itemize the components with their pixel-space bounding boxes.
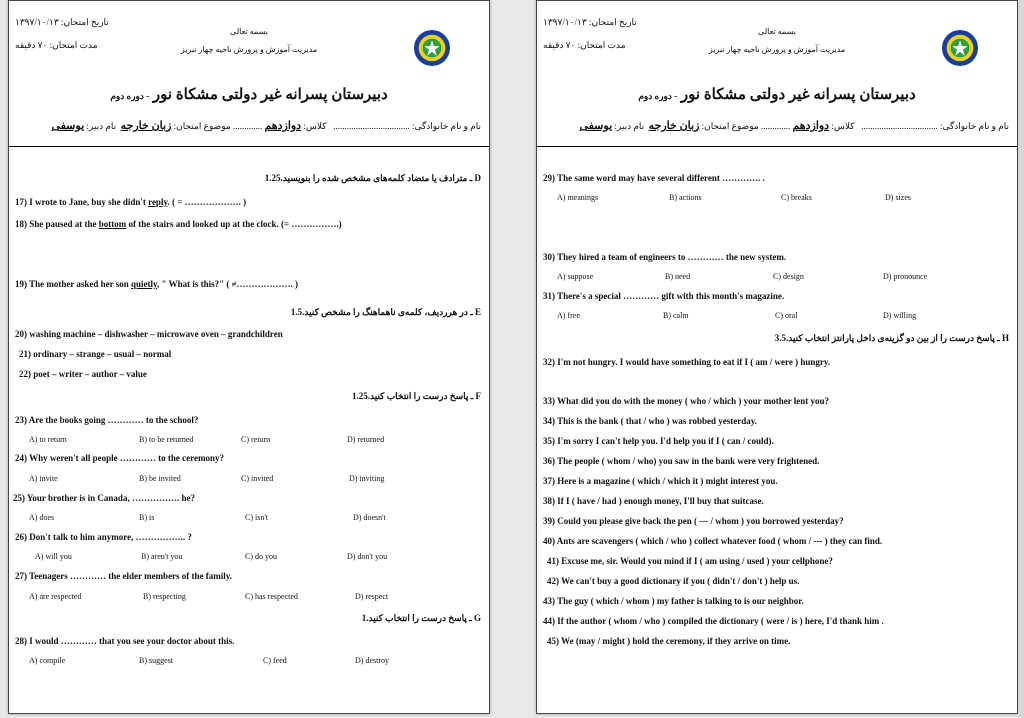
school-suffix: - دوره دوم xyxy=(110,91,150,101)
question-42: 42) We can't buy a good dictionary if you ( didn't / don't ) help us. xyxy=(547,576,800,586)
question-19: 19) The mother asked her son quietly, " What is this?" ( ≠………………. ) xyxy=(15,279,299,289)
exam-duration: مدت امتحان: ۷۰ دقیقه xyxy=(15,40,98,50)
school-logo-icon xyxy=(941,29,979,67)
question-35: 35) I'm sorry I can't help you. I'd help you if I ( can / could). xyxy=(543,436,774,446)
question-26: 26) Don't talk to him anymore, …………….. ? xyxy=(15,532,192,542)
option-d: D) respect xyxy=(355,592,389,601)
school-name xyxy=(537,85,1017,104)
section-d-heading: D ـ مترادف یا متضاد کلمه‌های مشخص شده را بنویسید.1.25 xyxy=(264,173,481,183)
option-d: D) destroy xyxy=(355,656,389,665)
class-value: دوازدهم xyxy=(264,120,302,132)
question-24-options xyxy=(29,474,481,486)
student-name-label: نام و نام خانوادگی: .................................. xyxy=(333,121,481,131)
question-21: 21) ordinary – strange – usual – normal xyxy=(19,349,172,359)
option-d: D) don't you xyxy=(347,552,388,561)
student-name-label: نام و نام خانوادگی: .................................. xyxy=(861,121,1009,131)
exam-duration: مدت امتحان: ۷۰ دقیقه xyxy=(543,40,626,50)
exam-header xyxy=(537,1,1017,147)
question-17: 17) I wrote to Jane, buy she didn't reply. ( = ………………. ) xyxy=(15,197,247,207)
question-39: 39) Could you please give back the pen ( --- / whom ) you borrowed yesterday? xyxy=(543,516,844,526)
question-25-options xyxy=(29,513,481,525)
option-b: B) need xyxy=(665,272,691,281)
question-34: 34) This is the bank ( that / who ) was robbed yesterday. xyxy=(543,416,757,426)
question-32: 32) I'm not hungry. I would have something to eat if I ( am / were ) hungry. xyxy=(543,357,831,367)
exam-date: تاریخ امتحان: ۱۳۹۷/۱۰/۱۳ xyxy=(15,17,109,27)
section-h-heading: H ـ پاسخ درست را از بین دو گزینه‌ی داخل پارانتز انتخاب کنید.3.5 xyxy=(774,333,1009,343)
question-18: 18) She paused at the bottom of the stairs and looked up at the clock. (= …………….) xyxy=(15,219,342,229)
option-a: A) will you xyxy=(35,552,72,561)
teacher-value: یوسفی xyxy=(579,120,613,132)
subject-label: ............. موضوع امتحان: xyxy=(701,121,791,131)
option-c: C) do you xyxy=(245,552,277,561)
option-a: A) free xyxy=(557,311,580,320)
question-33: 33) What did you do with the money ( who / which ) your mother lent you? xyxy=(543,396,830,406)
option-d: D) returned xyxy=(347,435,385,444)
question-27: 27) Teenagers ………… the elder members of the family. xyxy=(15,571,233,581)
option-d: D) doesn't xyxy=(353,513,386,522)
option-b: B) suggest xyxy=(139,656,173,665)
question-43: 43) The guy ( which / whom ) my father is talking to is our neighbor. xyxy=(543,596,804,606)
question-41: 41) Excuse me, sir. Would you mind if I ( am using / used ) your cellphone? xyxy=(547,556,833,566)
class-label: کلاس: xyxy=(831,121,855,131)
option-a: A) invite xyxy=(29,474,58,483)
vertical-scrollbar[interactable] xyxy=(1018,0,1024,718)
section-g-heading: G ـ پاسخ درست را انتخاب کنید.1 xyxy=(361,613,481,623)
section-e-heading: E ـ در هرردیف، کلمه‌ی ناهماهنگ را مشخص کنید.1.5 xyxy=(290,307,481,317)
school-suffix: - دوره دوم xyxy=(638,91,678,101)
question-26-options xyxy=(35,552,481,564)
option-d: D) willing xyxy=(883,311,917,320)
question-22: 22) poet – writer – author – value xyxy=(19,369,147,379)
subject-label: ............. موضوع امتحان: xyxy=(173,121,263,131)
question-29-options xyxy=(557,193,1009,205)
option-b: B) calm xyxy=(663,311,689,320)
question-30: 30) They hired a team of engineers to ………… the new system. xyxy=(543,252,787,262)
exam-date: تاریخ امتحان: ۱۳۹۷/۱۰/۱۳ xyxy=(543,17,637,27)
school-logo-icon xyxy=(413,29,451,67)
teacher-label: نام دبیر: xyxy=(614,121,645,131)
option-d: D) sizes xyxy=(885,193,911,202)
option-c: C) oral xyxy=(775,311,798,320)
bismillah: بسمه تعالی xyxy=(758,27,796,36)
question-28-options xyxy=(29,656,481,668)
question-23: 23) Are the books going ………… to the school? xyxy=(15,415,199,425)
option-a: A) meanings xyxy=(557,193,599,202)
option-b: B) is xyxy=(139,513,155,522)
option-c: C) invited xyxy=(241,474,274,483)
option-c: C) feed xyxy=(263,656,287,665)
class-label: کلاس: xyxy=(303,121,327,131)
question-45: 45) We (may / might ) hold the ceremony, if they arrive on time. xyxy=(547,636,791,646)
school-title: دبیرستان پسرانه غیر دولتی مشکاة نور xyxy=(152,87,388,103)
question-44: 44) If the author ( whom / who ) compiled the dictionary ( were / is ) here, I'd thank him . xyxy=(543,616,884,626)
school-name xyxy=(9,85,489,104)
question-38: 38) If I ( have / had ) enough money, I'll buy that suitcase. xyxy=(543,496,764,506)
option-a: A) does xyxy=(29,513,55,522)
exam-page-2 xyxy=(536,0,1018,714)
option-a: A) compile xyxy=(29,656,66,665)
question-27-options xyxy=(29,592,481,604)
subject-value: زبان خارجه xyxy=(120,120,172,132)
question-28: 28) I would ………… that you see your doctor about this. xyxy=(15,636,235,646)
section-f-heading: F ـ پاسخ درست را انتخاب کنید.1.25 xyxy=(352,391,481,401)
question-24: 24) Why weren't all people ………… to the ceremony? xyxy=(15,453,224,463)
teacher-value: یوسفی xyxy=(51,120,85,132)
option-a: A) are respected xyxy=(29,592,82,601)
question-37: 37) Here is a magazine ( which / which it ) might interest you. xyxy=(543,476,778,486)
underlined-word: reply xyxy=(148,197,168,207)
question-31: 31) There's a special ………… gift with this month's magazine. xyxy=(543,291,785,301)
option-c: C) has respected xyxy=(245,592,298,601)
teacher-label: نام دبیر: xyxy=(86,121,117,131)
question-36: 36) The people ( whom / who) you saw in the bank were very frightened. xyxy=(543,456,820,466)
option-b: B) aren't you xyxy=(141,552,183,561)
option-d: D) inviting xyxy=(349,474,385,483)
class-value: دوازدهم xyxy=(792,120,830,132)
option-a: A) to return xyxy=(29,435,67,444)
school-title: دبیرستان پسرانه غیر دولتی مشکاة نور xyxy=(680,87,916,103)
option-a: A) suppose xyxy=(557,272,594,281)
exam-page-1 xyxy=(8,0,490,714)
question-40: 40) Ants are scavengers ( which / who ) collect whatever food ( whom / --- ) they can find. xyxy=(543,536,883,546)
question-25: 25) Your brother is in Canada, ……………. he? xyxy=(13,493,195,503)
option-b: B) be invited xyxy=(139,474,181,483)
question-30-options xyxy=(557,272,1009,284)
option-b: B) respecting xyxy=(143,592,186,601)
underlined-word: quietly xyxy=(131,279,158,289)
department: مدیریت آموزش و پرورش ناحیه چهار تبریز xyxy=(708,45,846,54)
option-c: C) breaks xyxy=(781,193,812,202)
student-info-row xyxy=(543,119,1009,132)
option-d: D) pronounce xyxy=(883,272,928,281)
exam-header xyxy=(9,1,489,147)
option-c: C) design xyxy=(773,272,804,281)
question-31-options xyxy=(557,311,1009,323)
department: مدیریت آموزش و پرورش ناحیه چهار تبریز xyxy=(180,45,318,54)
option-c: C) return xyxy=(241,435,271,444)
underlined-word: bottom xyxy=(98,219,127,229)
student-info-row xyxy=(15,119,481,132)
question-23-options xyxy=(29,435,481,447)
subject-value: زبان خارجه xyxy=(648,120,700,132)
option-b: B) to be returned xyxy=(139,435,194,444)
question-29: 29) The same word may have several different …………. . xyxy=(543,173,765,183)
question-20: 20) washing machine – dishwasher – microwave oven – grandchildren xyxy=(15,329,283,339)
option-c: C) isn't xyxy=(245,513,268,522)
option-b: B) actions xyxy=(669,193,702,202)
bismillah: بسمه تعالی xyxy=(230,27,268,36)
